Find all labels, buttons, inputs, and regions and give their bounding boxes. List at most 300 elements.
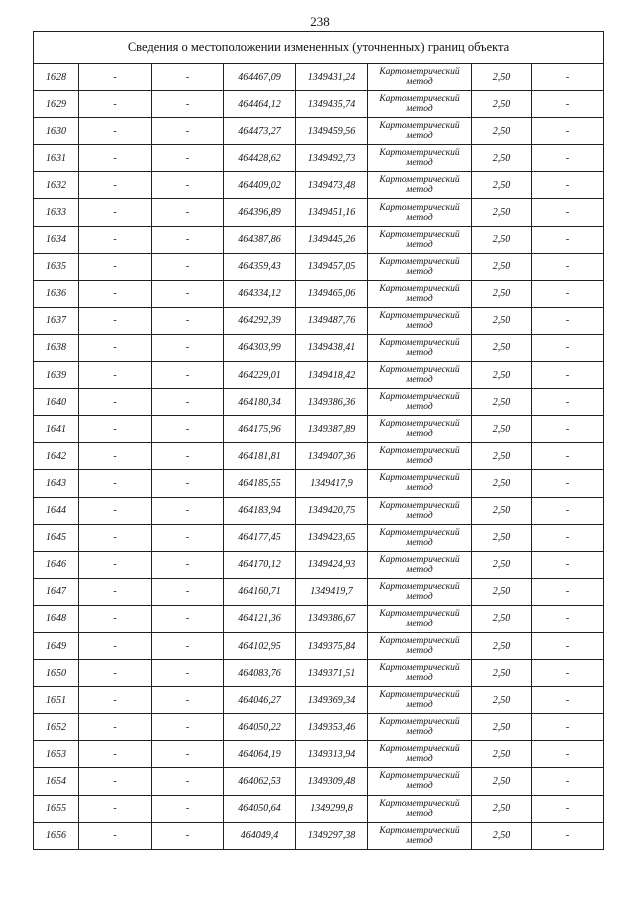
point-number-cell: 1651 (34, 687, 79, 714)
accuracy-cell: 2,50 (472, 578, 532, 605)
method-cell (368, 768, 472, 795)
method-line-2: метод (406, 185, 433, 196)
new-x-cell: 464467,09 (224, 64, 296, 91)
accuracy-cell: 2,50 (472, 172, 532, 199)
method-cell (368, 307, 472, 334)
method-line-2: метод (406, 456, 433, 467)
point-number-cell: 1649 (34, 632, 79, 659)
point-number-cell: 1655 (34, 795, 79, 822)
new-y-cell: 1349309,48 (296, 768, 368, 795)
method-cell (368, 822, 472, 849)
method-line-2: метод (406, 347, 433, 358)
method-line-2: метод (406, 266, 433, 277)
method-line-1: Картометрический (379, 392, 460, 403)
method-line-2: метод (406, 158, 433, 169)
method-line-1: Картометрический (379, 94, 460, 105)
table-row (34, 524, 604, 551)
new-x-cell: 464180,34 (224, 389, 296, 416)
old-y-cell: - (152, 199, 224, 226)
description-cell: - (532, 362, 604, 389)
old-x-cell: - (79, 822, 152, 849)
old-y-cell: - (152, 632, 224, 659)
method-line-1: Картометрический (379, 636, 460, 647)
method-line-2: метод (406, 618, 433, 629)
description-cell: - (532, 280, 604, 307)
method-line-2: метод (406, 483, 433, 494)
old-x-cell: - (79, 687, 152, 714)
point-number-cell: 1652 (34, 714, 79, 741)
new-y-cell: 1349417,9 (296, 470, 368, 497)
old-x-cell: - (79, 226, 152, 253)
new-y-cell: 1349451,16 (296, 199, 368, 226)
new-y-cell: 1349353,46 (296, 714, 368, 741)
method-line-2: метод (406, 212, 433, 223)
method-cell (368, 687, 472, 714)
table-row (34, 91, 604, 118)
method-line-1: Картометрический (379, 256, 460, 267)
method-line-2: метод (406, 727, 433, 738)
table-row (34, 443, 604, 470)
description-cell: - (532, 145, 604, 172)
new-y-cell: 1349369,34 (296, 687, 368, 714)
method-line-2: метод (406, 293, 433, 304)
old-y-cell: - (152, 253, 224, 280)
method-cell (368, 64, 472, 91)
table-row (34, 362, 604, 389)
method-line-1: Картометрический (379, 446, 460, 457)
new-y-cell: 1349371,51 (296, 660, 368, 687)
table-row (34, 199, 604, 226)
description-cell: - (532, 470, 604, 497)
method-cell (368, 551, 472, 578)
table-row (34, 632, 604, 659)
point-number-cell: 1638 (34, 334, 79, 361)
method-cell (368, 172, 472, 199)
old-y-cell: - (152, 64, 224, 91)
old-x-cell: - (79, 145, 152, 172)
old-y-cell: - (152, 497, 224, 524)
method-cell (368, 578, 472, 605)
table-row (34, 470, 604, 497)
description-cell: - (532, 389, 604, 416)
description-cell: - (532, 795, 604, 822)
method-cell (368, 741, 472, 768)
old-x-cell: - (79, 118, 152, 145)
old-x-cell: - (79, 199, 152, 226)
method-cell (368, 497, 472, 524)
accuracy-cell: 2,50 (472, 687, 532, 714)
point-number-cell: 1645 (34, 524, 79, 551)
old-x-cell: - (79, 280, 152, 307)
new-x-cell: 464083,76 (224, 660, 296, 687)
accuracy-cell: 2,50 (472, 524, 532, 551)
table-row (34, 307, 604, 334)
table-row (34, 660, 604, 687)
description-cell: - (532, 253, 604, 280)
point-number-cell: 1629 (34, 91, 79, 118)
new-x-cell: 464396,89 (224, 199, 296, 226)
new-y-cell: 1349387,89 (296, 416, 368, 443)
old-y-cell: - (152, 714, 224, 741)
new-x-cell: 464050,64 (224, 795, 296, 822)
method-cell (368, 714, 472, 741)
new-x-cell: 464387,86 (224, 226, 296, 253)
old-y-cell: - (152, 280, 224, 307)
new-x-cell: 464160,71 (224, 578, 296, 605)
method-line-2: метод (406, 646, 433, 657)
method-line-2: метод (406, 537, 433, 548)
method-line-1: Картометрический (379, 337, 460, 348)
accuracy-cell: 2,50 (472, 64, 532, 91)
old-y-cell: - (152, 362, 224, 389)
description-cell: - (532, 226, 604, 253)
new-x-cell: 464102,95 (224, 632, 296, 659)
old-x-cell: - (79, 632, 152, 659)
method-line-1: Картометрический (379, 608, 460, 619)
accuracy-cell: 2,50 (472, 118, 532, 145)
method-line-2: метод (406, 320, 433, 331)
description-cell: - (532, 524, 604, 551)
point-number-cell: 1641 (34, 416, 79, 443)
table-row (34, 172, 604, 199)
old-x-cell: - (79, 307, 152, 334)
accuracy-cell: 2,50 (472, 822, 532, 849)
old-y-cell: - (152, 551, 224, 578)
old-x-cell: - (79, 416, 152, 443)
old-y-cell: - (152, 470, 224, 497)
method-line-1: Картометрический (379, 148, 460, 159)
point-number-cell: 1646 (34, 551, 79, 578)
old-x-cell: - (79, 497, 152, 524)
old-x-cell: - (79, 443, 152, 470)
point-number-cell: 1640 (34, 389, 79, 416)
accuracy-cell: 2,50 (472, 280, 532, 307)
method-line-2: метод (406, 239, 433, 250)
old-y-cell: - (152, 307, 224, 334)
table-title-row (34, 32, 604, 64)
method-cell (368, 226, 472, 253)
accuracy-cell: 2,50 (472, 362, 532, 389)
method-line-2: метод (406, 673, 433, 684)
old-y-cell: - (152, 416, 224, 443)
accuracy-cell: 2,50 (472, 741, 532, 768)
old-y-cell: - (152, 91, 224, 118)
method-cell (368, 470, 472, 497)
table-row (34, 795, 604, 822)
new-x-cell: 464359,43 (224, 253, 296, 280)
point-number-cell: 1647 (34, 578, 79, 605)
method-cell (368, 524, 472, 551)
old-y-cell: - (152, 768, 224, 795)
point-number-cell: 1648 (34, 605, 79, 632)
accuracy-cell: 2,50 (472, 660, 532, 687)
method-cell (368, 118, 472, 145)
description-cell: - (532, 64, 604, 91)
method-cell (368, 795, 472, 822)
new-y-cell: 1349438,41 (296, 334, 368, 361)
method-cell (368, 660, 472, 687)
old-y-cell: - (152, 822, 224, 849)
old-y-cell: - (152, 145, 224, 172)
new-x-cell: 464229,01 (224, 362, 296, 389)
point-number-cell: 1654 (34, 768, 79, 795)
accuracy-cell: 2,50 (472, 416, 532, 443)
new-x-cell: 464334,12 (224, 280, 296, 307)
method-line-1: Картометрический (379, 121, 460, 132)
accuracy-cell: 2,50 (472, 714, 532, 741)
old-y-cell: - (152, 741, 224, 768)
old-y-cell: - (152, 660, 224, 687)
accuracy-cell: 2,50 (472, 334, 532, 361)
method-line-2: метод (406, 402, 433, 413)
new-x-cell: 464183,94 (224, 497, 296, 524)
new-y-cell: 1349419,7 (296, 578, 368, 605)
method-line-2: метод (406, 131, 433, 142)
method-line-1: Картометрический (379, 744, 460, 755)
new-y-cell: 1349457,05 (296, 253, 368, 280)
new-y-cell: 1349424,93 (296, 551, 368, 578)
table-row (34, 497, 604, 524)
old-x-cell: - (79, 334, 152, 361)
point-number-cell: 1650 (34, 660, 79, 687)
description-cell: - (532, 443, 604, 470)
table-row (34, 280, 604, 307)
method-line-1: Картометрический (379, 771, 460, 782)
description-cell: - (532, 632, 604, 659)
table-row (34, 416, 604, 443)
method-line-2: метод (406, 429, 433, 440)
method-line-2: метод (406, 77, 433, 88)
description-cell: - (532, 687, 604, 714)
table-row (34, 145, 604, 172)
new-y-cell: 1349445,26 (296, 226, 368, 253)
old-x-cell: - (79, 253, 152, 280)
method-line-1: Картометрический (379, 473, 460, 484)
method-cell (368, 280, 472, 307)
old-y-cell: - (152, 334, 224, 361)
new-x-cell: 464464,12 (224, 91, 296, 118)
new-y-cell: 1349473,48 (296, 172, 368, 199)
method-line-1: Картометрический (379, 175, 460, 186)
point-number-cell: 1644 (34, 497, 79, 524)
point-number-cell: 1635 (34, 253, 79, 280)
accuracy-cell: 2,50 (472, 389, 532, 416)
new-x-cell: 464121,36 (224, 605, 296, 632)
accuracy-cell: 2,50 (472, 91, 532, 118)
method-line-2: метод (406, 835, 433, 846)
accuracy-cell: 2,50 (472, 199, 532, 226)
description-cell: - (532, 714, 604, 741)
description-cell: - (532, 118, 604, 145)
new-x-cell: 464303,99 (224, 334, 296, 361)
table-row (34, 389, 604, 416)
method-line-2: метод (406, 808, 433, 819)
description-cell: - (532, 768, 604, 795)
old-y-cell: - (152, 687, 224, 714)
new-x-cell: 464428,62 (224, 145, 296, 172)
accuracy-cell: 2,50 (472, 795, 532, 822)
accuracy-cell: 2,50 (472, 145, 532, 172)
accuracy-cell: 2,50 (472, 497, 532, 524)
method-line-1: Картометрический (379, 581, 460, 592)
method-line-2: метод (406, 754, 433, 765)
new-x-cell: 464175,96 (224, 416, 296, 443)
table-row (34, 768, 604, 795)
old-x-cell: - (79, 389, 152, 416)
method-line-2: метод (406, 375, 433, 386)
method-line-2: метод (406, 564, 433, 575)
method-cell (368, 91, 472, 118)
new-y-cell: 1349418,42 (296, 362, 368, 389)
description-cell: - (532, 551, 604, 578)
description-cell: - (532, 334, 604, 361)
new-y-cell: 1349297,38 (296, 822, 368, 849)
old-y-cell: - (152, 524, 224, 551)
new-x-cell: 464181,81 (224, 443, 296, 470)
table-row (34, 714, 604, 741)
accuracy-cell: 2,50 (472, 551, 532, 578)
old-y-cell: - (152, 226, 224, 253)
new-y-cell: 1349423,65 (296, 524, 368, 551)
method-line-2: метод (406, 781, 433, 792)
new-y-cell: 1349459,56 (296, 118, 368, 145)
method-line-1: Картометрический (379, 229, 460, 240)
method-cell (368, 416, 472, 443)
point-number-cell: 1633 (34, 199, 79, 226)
old-y-cell: - (152, 795, 224, 822)
method-cell (368, 362, 472, 389)
description-cell: - (532, 172, 604, 199)
description-cell: - (532, 660, 604, 687)
new-x-cell: 464046,27 (224, 687, 296, 714)
old-x-cell: - (79, 362, 152, 389)
new-y-cell: 1349492,73 (296, 145, 368, 172)
table-row (34, 118, 604, 145)
method-line-1: Картометрический (379, 825, 460, 836)
method-cell (368, 199, 472, 226)
method-cell (368, 605, 472, 632)
table-row (34, 226, 604, 253)
table-title: Сведения о местоположении измененных (уточненных) границ объекта (34, 32, 604, 64)
old-y-cell: - (152, 578, 224, 605)
new-x-cell: 464050,22 (224, 714, 296, 741)
new-y-cell: 1349299,8 (296, 795, 368, 822)
description-cell: - (532, 199, 604, 226)
old-x-cell: - (79, 768, 152, 795)
point-number-cell: 1634 (34, 226, 79, 253)
point-number-cell: 1631 (34, 145, 79, 172)
table-row (34, 64, 604, 91)
point-number-cell: 1639 (34, 362, 79, 389)
method-line-1: Картометрический (379, 500, 460, 511)
description-cell: - (532, 578, 604, 605)
new-y-cell: 1349431,24 (296, 64, 368, 91)
table-row (34, 253, 604, 280)
method-line-1: Картометрический (379, 419, 460, 430)
description-cell: - (532, 605, 604, 632)
table-row (34, 822, 604, 849)
description-cell: - (532, 741, 604, 768)
table-row (34, 605, 604, 632)
method-line-1: Картометрический (379, 798, 460, 809)
method-line-2: метод (406, 591, 433, 602)
old-x-cell: - (79, 714, 152, 741)
new-x-cell: 464062,53 (224, 768, 296, 795)
point-number-cell: 1643 (34, 470, 79, 497)
new-y-cell: 1349386,67 (296, 605, 368, 632)
description-cell: - (532, 497, 604, 524)
new-x-cell: 464049,4 (224, 822, 296, 849)
old-x-cell: - (79, 660, 152, 687)
point-number-cell: 1632 (34, 172, 79, 199)
point-number-cell: 1628 (34, 64, 79, 91)
table-row (34, 578, 604, 605)
point-number-cell: 1636 (34, 280, 79, 307)
new-y-cell: 1349435,74 (296, 91, 368, 118)
method-cell (368, 389, 472, 416)
accuracy-cell: 2,50 (472, 226, 532, 253)
new-y-cell: 1349465,06 (296, 280, 368, 307)
method-cell (368, 632, 472, 659)
old-x-cell: - (79, 578, 152, 605)
page-number: 238 (310, 14, 330, 29)
old-x-cell: - (79, 795, 152, 822)
old-y-cell: - (152, 605, 224, 632)
accuracy-cell: 2,50 (472, 470, 532, 497)
method-line-1: Картометрический (379, 527, 460, 538)
new-y-cell: 1349420,75 (296, 497, 368, 524)
method-cell (368, 145, 472, 172)
new-x-cell: 464064,19 (224, 741, 296, 768)
method-line-1: Картометрический (379, 717, 460, 728)
point-number-cell: 1642 (34, 443, 79, 470)
method-line-1: Картометрический (379, 283, 460, 294)
method-line-1: Картометрический (379, 690, 460, 701)
table-row (34, 687, 604, 714)
new-x-cell: 464409,02 (224, 172, 296, 199)
old-y-cell: - (152, 118, 224, 145)
method-line-1: Картометрический (379, 554, 460, 565)
accuracy-cell: 2,50 (472, 253, 532, 280)
old-y-cell: - (152, 389, 224, 416)
table-row (34, 551, 604, 578)
description-cell: - (532, 91, 604, 118)
accuracy-cell: 2,50 (472, 605, 532, 632)
method-cell (368, 334, 472, 361)
method-line-1: Картометрический (379, 202, 460, 213)
method-cell (368, 253, 472, 280)
method-line-2: метод (406, 700, 433, 711)
method-line-2: метод (406, 104, 433, 115)
new-x-cell: 464185,55 (224, 470, 296, 497)
new-x-cell: 464177,45 (224, 524, 296, 551)
new-y-cell: 1349375,84 (296, 632, 368, 659)
method-line-1: Картометрический (379, 365, 460, 376)
accuracy-cell: 2,50 (472, 307, 532, 334)
old-y-cell: - (152, 172, 224, 199)
method-cell (368, 443, 472, 470)
description-cell: - (532, 416, 604, 443)
old-x-cell: - (79, 551, 152, 578)
accuracy-cell: 2,50 (472, 443, 532, 470)
point-number-cell: 1656 (34, 822, 79, 849)
description-cell: - (532, 822, 604, 849)
old-x-cell: - (79, 470, 152, 497)
old-x-cell: - (79, 605, 152, 632)
old-x-cell: - (79, 64, 152, 91)
method-line-2: метод (406, 510, 433, 521)
point-number-cell: 1637 (34, 307, 79, 334)
